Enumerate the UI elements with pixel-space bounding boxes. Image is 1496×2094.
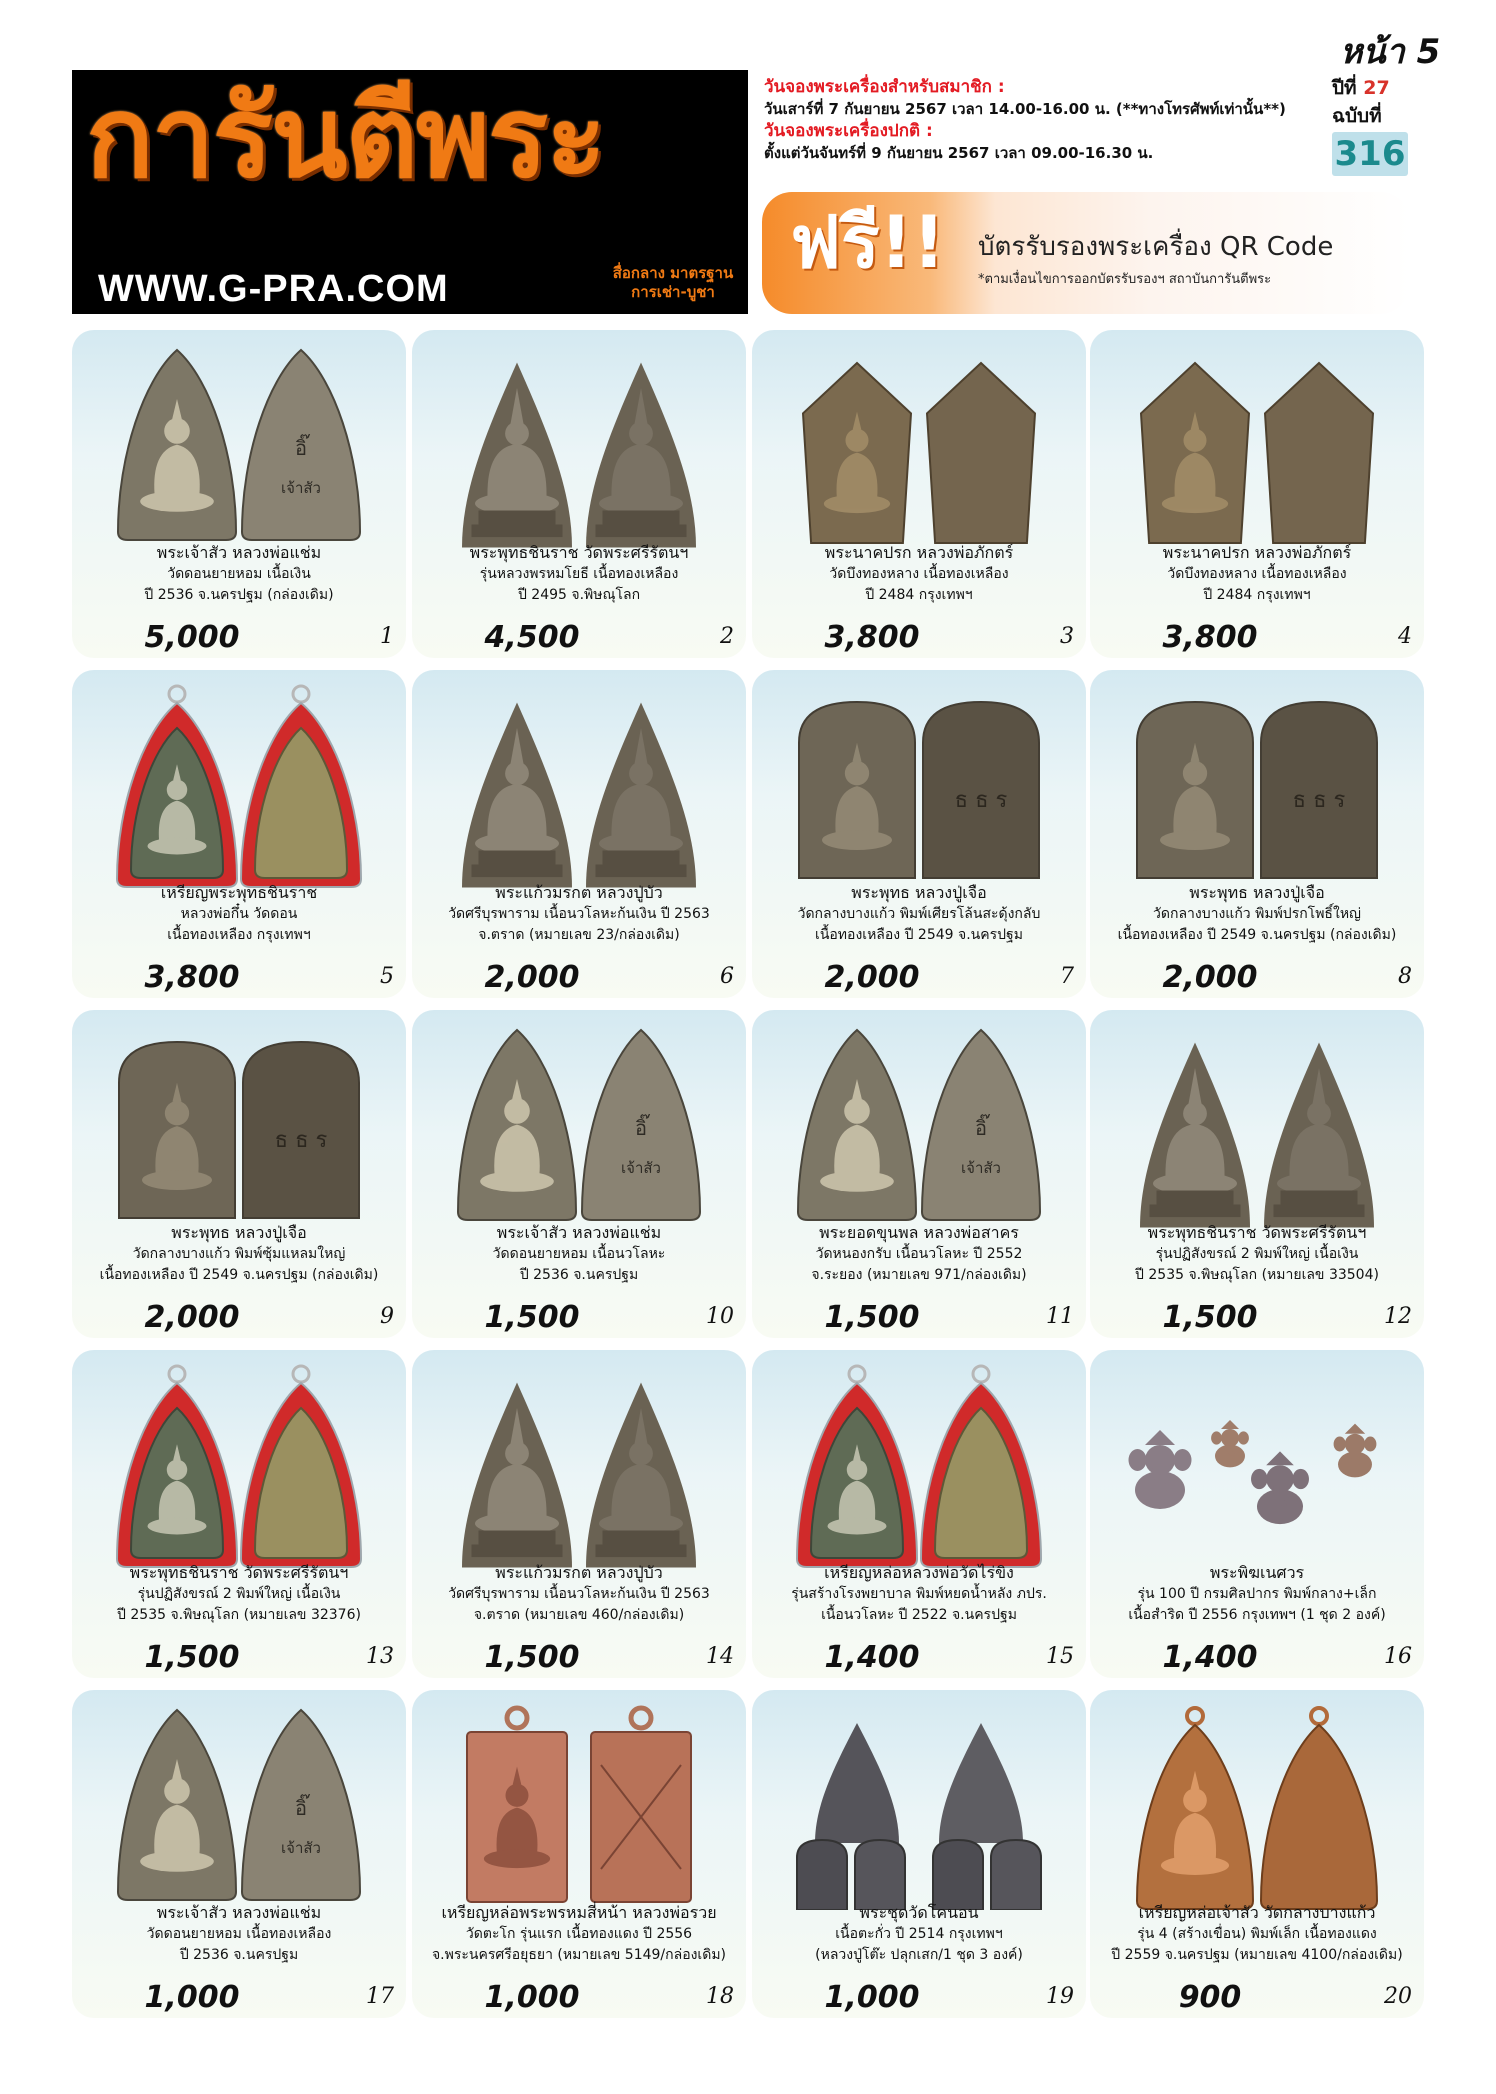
amulet-detail-2: จ.พระนครศรีอยุธยา (หมายเลข 5149/กล่องเดิม) <box>431 1947 727 1963</box>
amulet-detail-2: จ.ตราด (หมายเลข 23/กล่องเดิม) <box>478 927 680 943</box>
amulet-card-5[interactable] <box>72 670 406 998</box>
amulet-card-19[interactable] <box>752 1690 1086 2018</box>
lot-number: 13 <box>366 1644 394 1669</box>
amulet-name: พระนาคปรก หลวงพ่อภักตร์ <box>824 543 1014 562</box>
amulet-card-17[interactable] <box>72 1690 406 2018</box>
normal-booking-text: ตั้งแต่วันจันทร์ที่ 9 กันยายน 2567 เวลา 09.00-16.30 น. <box>764 144 1154 162</box>
lot-number: 17 <box>366 1984 394 2009</box>
buddha-statue-pair-icon <box>412 680 746 890</box>
amulet-name: พระพุทธชินราช วัดพระศรีรัตนฯ <box>469 543 689 562</box>
amulet-name: เหรียญหล่อหลวงพ่อวัดไร่ขิง <box>824 1563 1014 1582</box>
logo-url: WWW.G-PRA.COM <box>98 268 449 310</box>
naga-amulet-pair-icon <box>1090 340 1424 550</box>
amulet-detail-2: ปี 2495 จ.พิษณุโลก <box>517 587 641 603</box>
amulet-detail-2: เนื้อทองเหลือง กรุงเทพฯ <box>167 927 311 943</box>
amulet-name: เหรียญพระพุทธชินราช <box>160 883 318 902</box>
issue-number: 316 <box>1332 132 1408 176</box>
tablet-amulet-pair-icon <box>1090 680 1424 890</box>
amulet-card-13[interactable] <box>72 1350 406 1678</box>
amulet-price: 3,800 <box>144 960 240 995</box>
amulet-name: พระพุทธ หลวงปู่เจือ <box>171 1223 307 1242</box>
promo-main-text: บัตรรับรองพระเครื่อง QR Code <box>978 232 1334 262</box>
amulet-detail-2: ปี 2484 กรุงเทพฯ <box>865 587 973 603</box>
amulet-card-2[interactable] <box>412 330 746 658</box>
amulet-price: 5,000 <box>144 620 240 655</box>
lot-number: 9 <box>380 1304 394 1329</box>
amulet-detail-1: รุ่นหลวงพรหมโยธี เนื้อทองเหลือง <box>479 566 679 582</box>
amulet-detail-1: วัดบึงทองหลาง เนื้อทองเหลือง <box>829 566 1009 582</box>
logo-tagline-line-2: การเช่า-บูชา <box>631 283 715 301</box>
amulet-name: พระเจ้าสัว หลวงพ่อแช่ม <box>156 543 322 562</box>
amulet-detail-2: (หลวงปู่โต๊ะ ปลุกเสก/1 ชุด 3 องค์) <box>815 1947 1023 1963</box>
amulet-detail-2: ปี 2536 จ.นครปฐม (กล่องเดิม) <box>144 587 334 603</box>
qr-promo-banner <box>762 192 1410 314</box>
copper-medal-pair-icon <box>1090 1700 1424 1910</box>
normal-booking-heading: วันจองพระเครื่องปกติ : <box>764 121 933 141</box>
cased-medal-pair-icon <box>752 1360 1086 1570</box>
amulet-card-9[interactable] <box>72 1010 406 1338</box>
amulet-name: พระเจ้าสัว หลวงพ่อแช่ม <box>156 1903 322 1922</box>
svg-text:เจ้าสัว: เจ้าสัว <box>961 1159 1001 1177</box>
amulet-pair-icon <box>72 1700 406 1910</box>
lot-number: 7 <box>1060 964 1074 989</box>
amulet-price: 1,500 <box>144 1640 240 1675</box>
amulet-name: พระพุทธชินราช วัดพระศรีรัตนฯ <box>1147 1223 1367 1242</box>
amulet-price: 3,800 <box>824 620 920 655</box>
member-booking-heading: วันจองพระเครื่องสำหรับสมาชิก : <box>764 77 1005 97</box>
svg-text:ธ ธ ร: ธ ธ ร <box>274 1128 328 1153</box>
lot-number: 10 <box>706 1304 734 1329</box>
amulet-detail-1: หลวงพ่อกึ๋น วัดดอน <box>180 906 298 922</box>
lot-number: 1 <box>380 624 394 649</box>
amulet-detail-2: เนื้อทองเหลือง ปี 2549 จ.นครปฐม (กล่องเดิม) <box>1117 927 1397 943</box>
amulet-name: พระแก้วมรกต หลวงปู่บัว <box>495 883 663 902</box>
amulet-detail-2: ปี 2535 จ.พิษณุโลก (หมายเลข 33504) <box>1135 1267 1379 1283</box>
amulet-name: พระชุดวัดโคนอน <box>859 1903 979 1922</box>
tablet-amulet-pair-icon <box>752 680 1086 890</box>
amulet-name: พระพุทธชินราช วัดพระศรีรัตนฯ <box>129 1563 349 1582</box>
amulet-detail-2: ปี 2536 จ.นครปฐม <box>179 1947 299 1963</box>
lot-number: 12 <box>1384 1304 1412 1329</box>
amulet-price: 1,000 <box>144 1980 240 2015</box>
svg-text:เจ้าสัว: เจ้าสัว <box>621 1159 661 1177</box>
lot-number: 6 <box>720 964 734 989</box>
amulet-name: เหรียญหล่อพระพรหมสี่หน้า หลวงพ่อรวย <box>441 1903 717 1922</box>
lot-number: 15 <box>1046 1644 1074 1669</box>
amulet-price: 1,500 <box>484 1640 580 1675</box>
svg-text:เจ้าสัว: เจ้าสัว <box>281 1839 321 1857</box>
amulet-detail-2: เนื้อทองเหลือง ปี 2549 จ.นครปฐม (กล่องเดิม) <box>99 1267 379 1283</box>
amulet-detail-1: วัดศรีบุรพาราม เนื้อนวโลหะก้นเงิน ปี 2563 <box>448 1586 710 1602</box>
amulet-card-6[interactable] <box>412 670 746 998</box>
logo-tagline-line-1: สื่อกลาง มาตรฐาน <box>612 264 734 282</box>
amulet-card-11[interactable] <box>752 1010 1086 1338</box>
svg-text:อิ๊: อิ๊ <box>294 436 308 460</box>
amulet-price: 1,500 <box>824 1300 920 1335</box>
brahma-plaque-pair-icon <box>412 1700 746 1910</box>
cased-medal-pair-icon <box>72 1360 406 1570</box>
amulet-name: พระเจ้าสัว หลวงพ่อแช่ม <box>496 1223 662 1242</box>
amulet-detail-2: ปี 2535 จ.พิษณุโลก (หมายเลข 32376) <box>117 1607 361 1623</box>
amulet-detail-1: รุ่น 4 (สร้างเขื่อน) พิมพ์เล็ก เนื้อทองแดง <box>1137 1926 1377 1942</box>
amulet-price: 900 <box>1178 1980 1242 2015</box>
amulet-detail-2: จ.ระยอง (หมายเลข 971/กล่องเดิม) <box>811 1267 1027 1283</box>
amulet-name: พระยอดขุนพล หลวงพ่อสาคร <box>819 1223 1019 1242</box>
amulet-detail-1: วัดกลางบางแก้ว พิมพ์ซุ้มแหลมใหญ่ <box>132 1246 346 1262</box>
amulet-detail-1: รุ่น 100 ปี กรมศิลปากร พิมพ์กลาง+เล็ก <box>1137 1586 1377 1602</box>
amulet-detail-2: ปี 2484 กรุงเทพฯ <box>1203 587 1311 603</box>
promo-free-label: ฟรี!! <box>790 200 946 284</box>
amulet-price: 2,000 <box>1162 960 1258 995</box>
amulet-card-18[interactable] <box>412 1690 746 2018</box>
amulet-detail-1: วัดตะโก รุ่นแรก เนื้อทองแดง ปี 2556 <box>465 1926 693 1942</box>
amulet-detail-2: เนื้อนวโลหะ ปี 2522 จ.นครปฐม <box>821 1607 1017 1623</box>
amulet-price: 1,500 <box>484 1300 580 1335</box>
year-label: ปีที่ <box>1332 77 1357 99</box>
amulet-card-4[interactable] <box>1090 330 1424 658</box>
svg-text:อิ๊: อิ๊ <box>294 1796 308 1820</box>
amulet-name: พระนาคปรก หลวงพ่อภักตร์ <box>1162 543 1352 562</box>
member-booking-text: วันเสาร์ที่ 7 กันยายน 2567 เวลา 14.00-16.00 น. (**ทางโทรศัพท์เท่านั้น**) <box>764 100 1286 118</box>
buddha-statue-pair-icon <box>412 340 746 550</box>
amulet-price: 2,000 <box>144 1300 240 1335</box>
amulet-detail-1: วัดกลางบางแก้ว พิมพ์ปรกโพธิ์ใหญ่ <box>1153 906 1361 922</box>
amulet-price: 1,000 <box>484 1980 580 2015</box>
amulet-name: พระพุทธ หลวงปู่เจือ <box>851 883 987 902</box>
amulet-detail-1: เนื้อตะกั่ว ปี 2514 กรุงเทพฯ <box>835 1926 1003 1942</box>
buddha-statue-pair-icon <box>412 1360 746 1570</box>
booking-info <box>764 76 1354 164</box>
amulet-detail-1: รุ่นปฏิสังขรณ์ 2 พิมพ์ใหญ่ เนื้อเงิน <box>137 1586 341 1602</box>
amulet-price: 2,000 <box>484 960 580 995</box>
lot-number: 8 <box>1398 964 1412 989</box>
amulet-detail-2: จ.ตราด (หมายเลข 460/กล่องเดิม) <box>473 1607 685 1623</box>
lot-number: 16 <box>1384 1644 1412 1669</box>
lot-number: 20 <box>1384 1984 1412 2009</box>
amulet-price: 1,000 <box>824 1980 920 2015</box>
svg-text:อิ๊: อิ๊ <box>634 1116 648 1140</box>
year-value: 27 <box>1363 77 1390 99</box>
masthead-logo <box>72 70 748 314</box>
buddha-statue-pair-icon <box>1090 1020 1424 1230</box>
amulet-price: 1,400 <box>824 1640 920 1675</box>
amulet-detail-1: วัดศรีบุรพาราม เนื้อนวโลหะก้นเงิน ปี 2563 <box>448 906 710 922</box>
amulet-pair-icon <box>72 340 406 550</box>
amulet-detail-2: เนื้อทองเหลือง ปี 2549 จ.นครปฐม <box>815 927 1023 943</box>
amulet-card-7[interactable] <box>752 670 1086 998</box>
amulet-detail-2: ปี 2536 จ.นครปฐม <box>519 1267 639 1283</box>
amulet-card-12[interactable] <box>1090 1010 1424 1338</box>
amulet-card-8[interactable] <box>1090 670 1424 998</box>
amulet-detail-1: วัดดอนยายหอม เนื้อนวโลหะ <box>492 1246 666 1262</box>
amulet-card-3[interactable] <box>752 330 1086 658</box>
logo-tagline <box>600 264 746 302</box>
amulet-detail-1: วัดกลางบางแก้ว พิมพ์เศียรโล้นสะดุ้งกลับ <box>797 906 1041 922</box>
amulet-name: พระแก้วมรกต หลวงปู่บัว <box>495 1563 663 1582</box>
amulet-detail-1: รุ่นปฏิสังขรณ์ 2 พิมพ์ใหญ่ เนื้อเงิน <box>1155 1246 1359 1262</box>
amulet-name: พระพุทธ หลวงปู่เจือ <box>1189 883 1325 902</box>
issue-box <box>1332 74 1416 176</box>
logo-title: การันตีพระ <box>86 73 605 203</box>
amulet-detail-1: วัดดอนยายหอม เนื้อทองเหลือง <box>146 1926 332 1942</box>
svg-text:เจ้าสัว: เจ้าสัว <box>281 479 321 497</box>
amulet-card-15[interactable] <box>752 1350 1086 1678</box>
page-number: หน้า 5 <box>1340 32 1441 72</box>
naga-amulet-pair-icon <box>752 340 1086 550</box>
lot-number: 3 <box>1060 624 1074 649</box>
lead-amulet-set-icon <box>752 1700 1086 1910</box>
cased-medal-pair-icon <box>72 680 406 890</box>
ganesha-statues-icon <box>1090 1360 1424 1570</box>
amulet-name: เหรียญหล่อเจ้าสัว วัดกลางบางแก้ว <box>1138 1903 1376 1922</box>
amulet-pair-icon <box>412 1020 746 1230</box>
lot-number: 19 <box>1046 1984 1074 2009</box>
amulet-detail-1: รุ่นสร้างโรงพยาบาล พิมพ์หยดน้ำหลัง ภปร. <box>791 1586 1047 1602</box>
svg-text:อิ๊: อิ๊ <box>974 1116 988 1140</box>
lot-number: 18 <box>706 1984 734 2009</box>
amulet-detail-1: วัดบึงทองหลาง เนื้อทองเหลือง <box>1167 566 1347 582</box>
amulet-price: 1,500 <box>1162 1300 1258 1335</box>
lot-number: 11 <box>1046 1304 1074 1329</box>
amulet-card-1[interactable] <box>72 330 406 658</box>
issue-row <box>1332 102 1416 130</box>
tablet-amulet-pair-icon <box>72 1020 406 1230</box>
amulet-price: 1,400 <box>1162 1640 1258 1675</box>
promo-note: *ตามเงื่อนไขการออกบัตรรับรองฯ สถาบันการันตีพระ <box>978 272 1272 287</box>
amulet-name: พระพิฆเนศวร <box>1209 1563 1305 1582</box>
amulet-detail-2: ปี 2559 จ.นครปฐม (หมายเลข 4100/กล่องเดิม) <box>1111 1947 1403 1963</box>
lot-number: 5 <box>380 964 394 989</box>
amulet-card-14[interactable] <box>412 1350 746 1678</box>
svg-text:ธ ธ ร: ธ ธ ร <box>954 788 1008 813</box>
svg-text:ธ ธ ร: ธ ธ ร <box>1292 788 1346 813</box>
year-row <box>1332 74 1416 102</box>
amulet-card-16[interactable] <box>1090 1350 1424 1678</box>
amulet-detail-1: วัดหนองกรับ เนื้อนวโลหะ ปี 2552 <box>815 1246 1023 1262</box>
lot-number: 14 <box>706 1644 734 1669</box>
amulet-card-20[interactable] <box>1090 1690 1424 2018</box>
amulet-pair-icon <box>752 1020 1086 1230</box>
amulet-card-10[interactable] <box>412 1010 746 1338</box>
lot-number: 2 <box>720 624 734 649</box>
amulet-detail-1: วัดดอนยายหอม เนื้อเงิน <box>167 566 311 582</box>
lot-number: 4 <box>1398 624 1412 649</box>
amulet-detail-2: เนื้อสำริด ปี 2556 กรุงเทพฯ (1 ชุด 2 องค์) <box>1128 1607 1386 1623</box>
amulet-price: 4,500 <box>484 620 580 655</box>
amulet-price: 3,800 <box>1162 620 1258 655</box>
amulet-price: 2,000 <box>824 960 920 995</box>
issue-label: ฉบับที่ <box>1332 105 1382 127</box>
